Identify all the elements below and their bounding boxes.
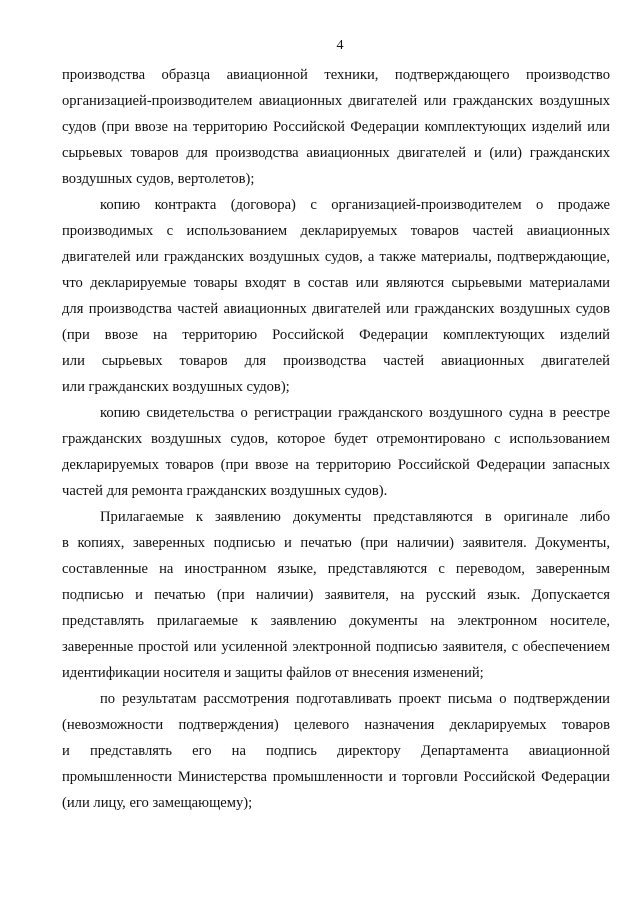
text-line: или гражданских воздушных судов); [62,379,290,395]
text-line: идентификации носителя и защиты файлов от внесения изменений; [62,665,484,681]
text-line: двигателей или гражданских воздушных судов, а также материалы, подтверждающие, [62,249,610,265]
text-line: организацией-производителем авиационных двигателей или гражданских воздушных [62,93,610,109]
paragraph [62,686,610,816]
text-line: копию контракта (договора) с организацией-производителем о продаже [100,197,610,213]
text-line: частей для ремонта гражданских воздушных судов). [62,483,388,499]
text-line: по результатам рассмотрения подготавливать проект письма о подтверждении [100,691,610,707]
text-line: для производства частей авиационных двигателей или гражданских воздушных судов [62,301,610,317]
page-number: 4 [336,38,344,53]
paragraph [62,62,610,192]
text-line: (или лицу, его замещающему); [62,795,253,811]
text-line: (невозможности подтверждения) целевого назначения декларируемых товаров [62,717,610,733]
text-line: производимых с использованием декларируемых товаров частей авиационных [62,223,610,239]
text-line: судов (при ввозе на территорию Российской Федерации комплектующих изделий или [62,119,610,135]
text-line: гражданских воздушных судов, которое будет отремонтировано с использованием [62,431,610,447]
paragraph [62,504,610,686]
text-line: в копиях, заверенных подписью и печатью (при наличии) заявителя. Документы, [62,535,610,551]
text-line: промышленности Министерства промышленности и торговли Российской Федерации [62,769,610,785]
text-line: копию свидетельства о регистрации гражданского воздушного судна в реестре [100,405,610,421]
text-line: составленные на иностранном языке, представляются с переводом, заверенным [62,561,610,577]
text-line: заверенные простой или усиленной электронной подписью заявителя, с обеспечением [62,639,610,655]
document-body [62,62,610,816]
text-line: подписью и печатью (при наличии) заявителя, на русский язык. Допускается [62,587,610,603]
text-line: (при ввозе на территорию Российской Федерации комплектующих изделий [62,327,610,343]
paragraph [62,400,610,504]
paragraph [62,192,610,400]
text-line: Прилагаемые к заявлению документы представляются в оригинале либо [100,509,610,525]
text-line: или сырьевых товаров для производства частей авиационных двигателей [62,353,610,369]
text-line: что декларируемые товары входят в состав или являются сырьевыми материалами [62,275,610,291]
text-line: и представлять его на подпись директору Департамента авиационной [62,743,610,759]
text-line: воздушных судов, вертолетов); [62,171,255,187]
text-line: представлять прилагаемые к заявлению документы на электронном носителе, [62,613,610,629]
text-line: производства образца авиационной техники, подтверждающего производство [62,67,610,83]
text-line: сырьевых товаров для производства авиационных двигателей и (или) гражданских [62,145,610,161]
text-line: декларируемых товаров (при ввозе на территорию Российской Федерации запасных [62,457,610,473]
